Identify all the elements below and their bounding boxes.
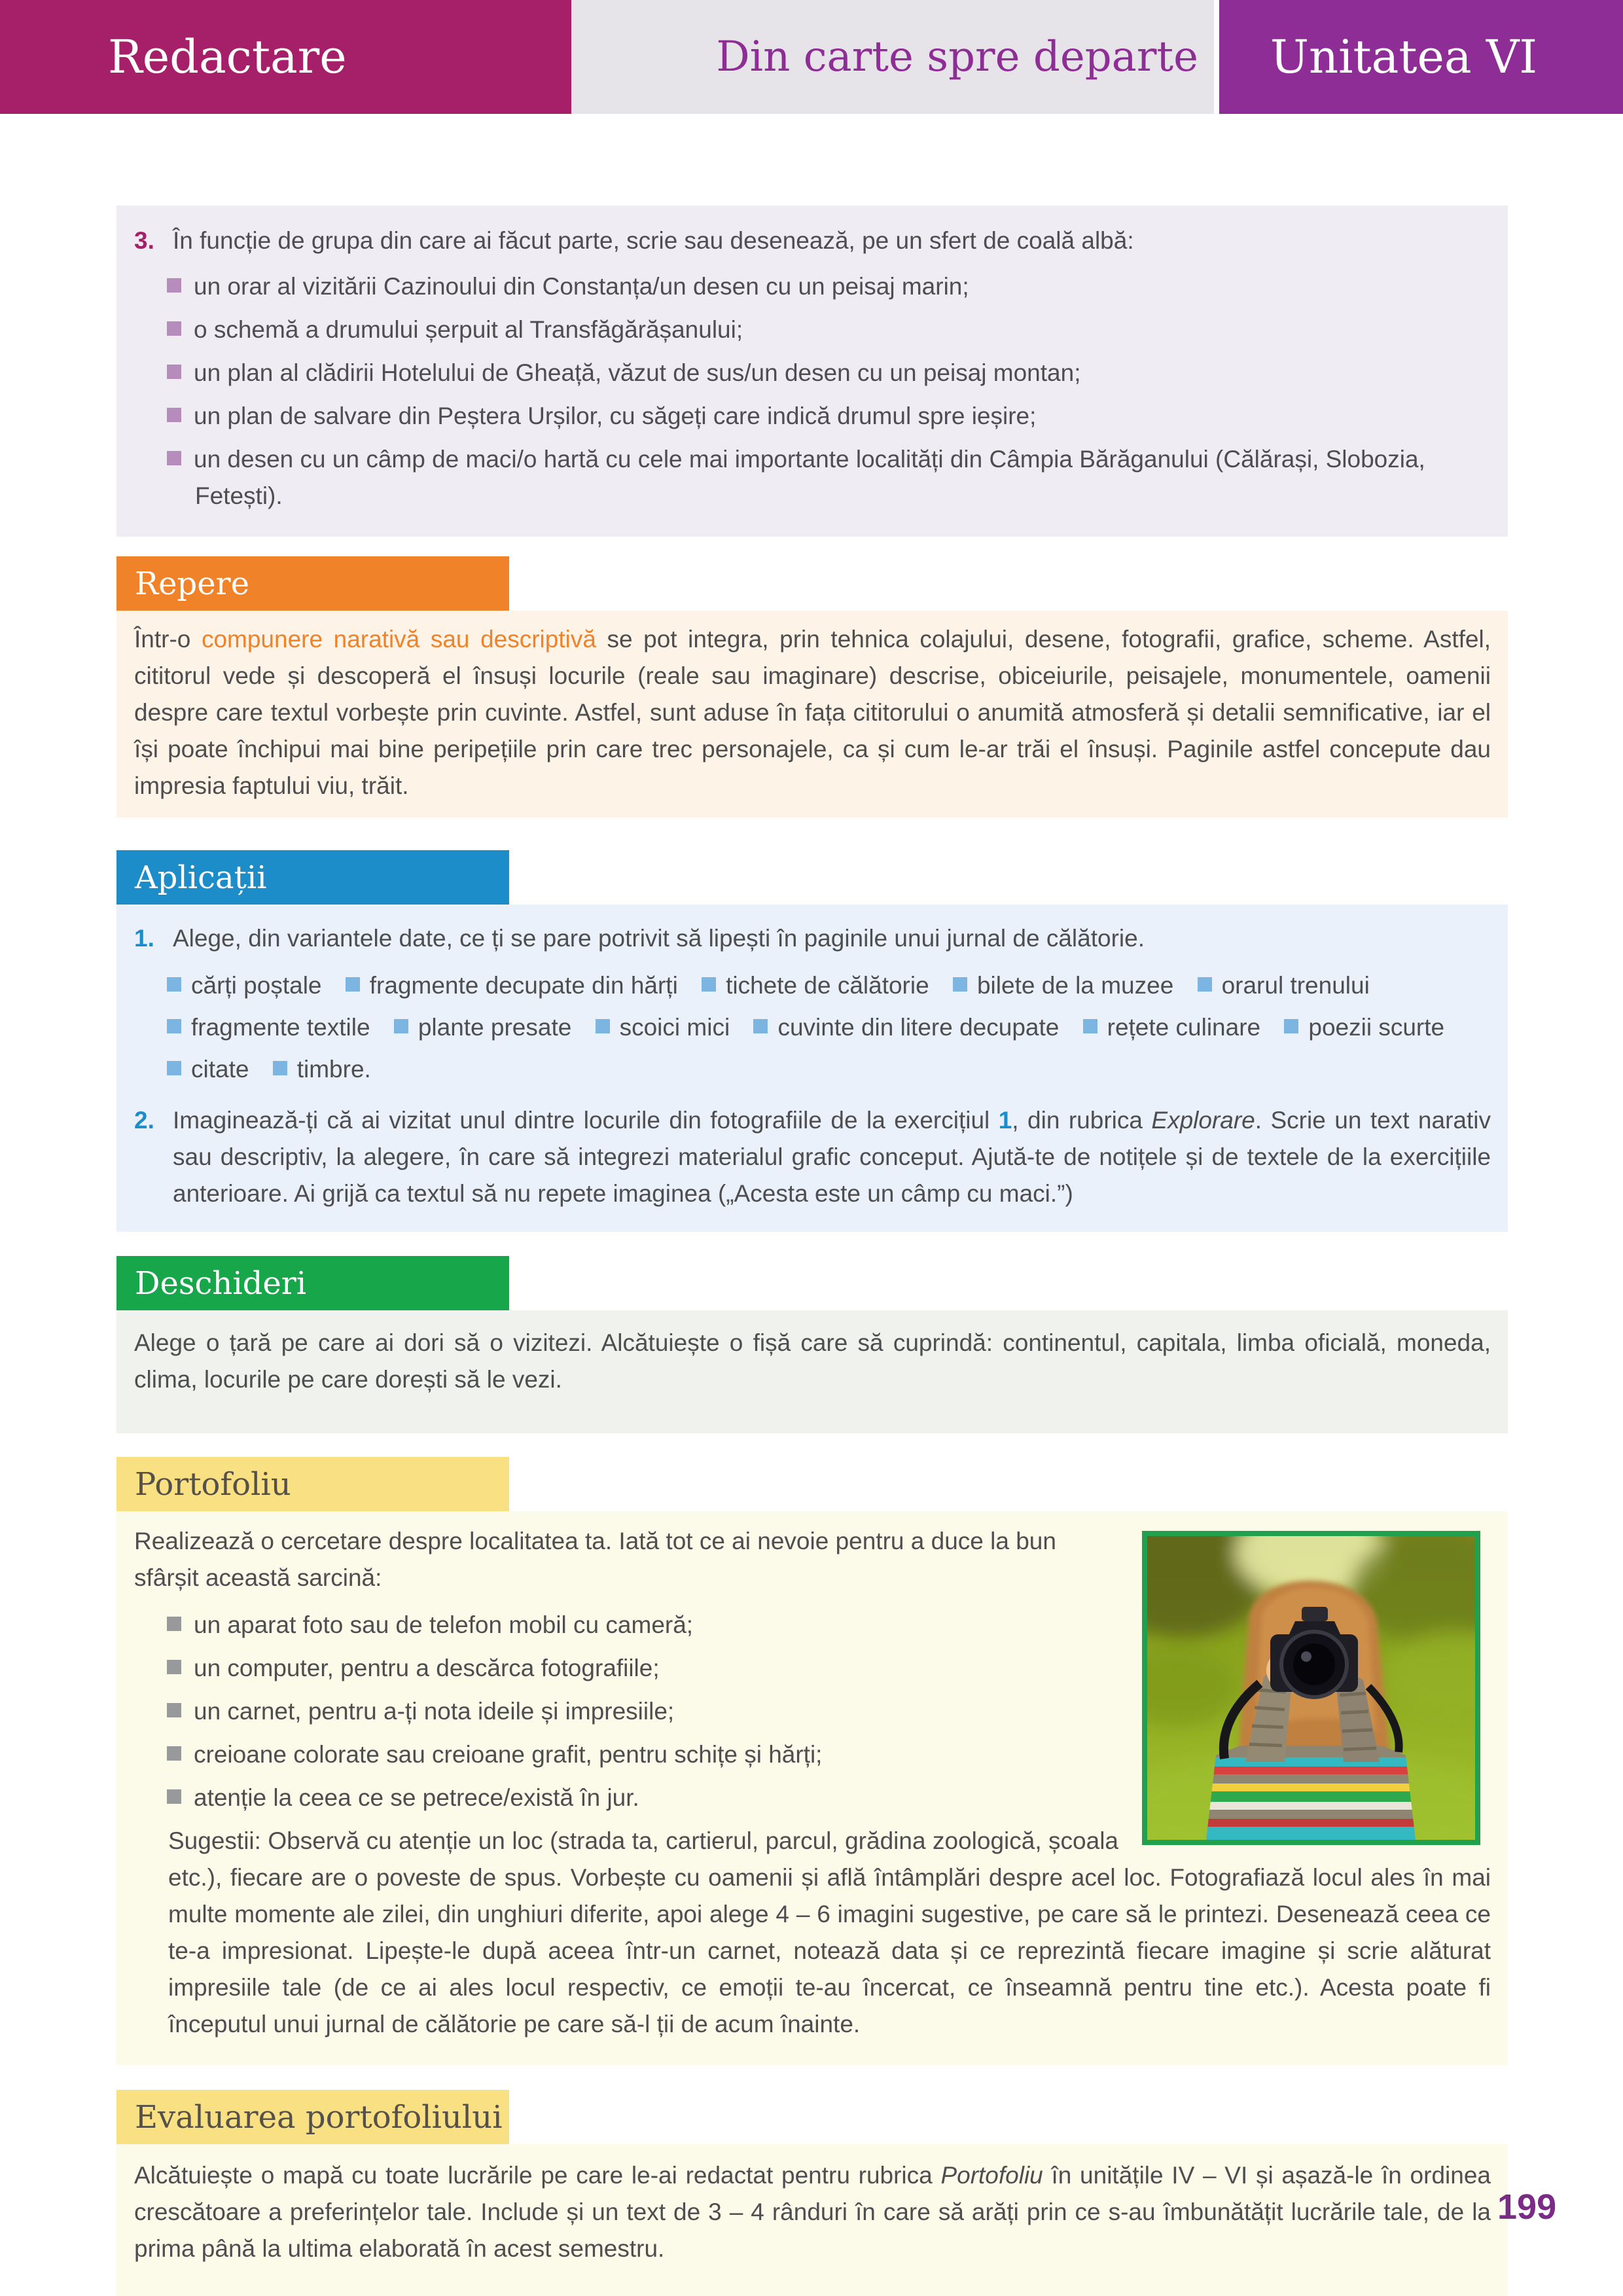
square-bullet-icon	[167, 321, 181, 336]
square-bullet-icon	[167, 278, 181, 293]
square-bullet-icon	[167, 1660, 181, 1674]
square-bullet-icon	[702, 977, 716, 992]
list-item: un computer, pentru a descărca fotografiile;	[167, 1650, 1491, 1687]
repere-highlight: compunere narativă sau descriptivă	[201, 626, 596, 653]
deschideri-body: Alege o țară pe care ai dori să o vizitezi. Alcătuiește o fișă care să cuprindă: continentul, capitala, limba oficială, moneda, clima, locurile pe care dorești să le vezi.	[134, 1329, 1491, 1393]
option-item: cărți poștale	[167, 972, 322, 999]
evaluare-section-header	[116, 2090, 509, 2144]
aplicatii-section-header	[116, 850, 509, 905]
option-item: timbre.	[273, 1056, 371, 1083]
square-bullet-icon	[596, 1019, 610, 1033]
portofoliu-section-header	[116, 1457, 509, 1511]
repere-panel	[116, 611, 1508, 817]
list-item: un plan de salvare din Peștera Urșilor, cu săgeți care indică drumul spre ieșire;	[167, 398, 1482, 435]
photo-girl-with-camera	[1142, 1531, 1480, 1845]
repere-lead: Într-o	[134, 626, 202, 653]
header-lesson-title: Din carte spre departe	[571, 0, 1214, 114]
deschideri-section-header	[116, 1256, 509, 1310]
option-item: bilete de la muzee	[953, 972, 1173, 999]
repere-body: se pot integra, prin tehnica colajului, desene, fotografii, grafice, scheme. Astfel, cititorul vede și descoperă el însuși locurile (reale sau imaginare) descrise, obiceiurile, peisajele, monumentele, oamenii despre care textul vorbește prin cuvinte. Astfel, sunt aduse în fața cititorului o anumită atmosferă și detalii semnificative, iar el își poate închipui mai bine peripețiile prin care trec personajele, ca și cum le-ar trăi el însuși. Paginile astfel concepute dau impresia faptului viu, trăit.	[134, 626, 1491, 799]
square-bullet-icon	[167, 408, 181, 422]
evaluare-title: Evaluarea portofoliului	[135, 2098, 503, 2136]
option-item: tichete de călătorie	[702, 972, 929, 999]
portofoliu-panel	[116, 1511, 1508, 2065]
repere-section-header	[116, 556, 509, 611]
list-item: creioane colorate sau creioane grafit, pentru schițe și hărți;	[167, 1736, 1491, 1773]
list-item: un orar al vizitării Cazinoului din Constanța/un desen cu un peisaj marin;	[167, 268, 1482, 305]
rubric-name-italic: Explorare	[1151, 1107, 1255, 1134]
exercise3-list	[134, 268, 1482, 514]
square-bullet-icon	[273, 1061, 287, 1075]
content-column	[116, 206, 1508, 2296]
square-bullet-icon	[167, 451, 181, 465]
square-bullet-icon	[394, 1019, 408, 1033]
option-item: orarul trenului	[1198, 972, 1370, 999]
rubric-name-italic: Portofoliu	[940, 2162, 1043, 2189]
exercise3-number: 3.	[134, 227, 154, 254]
square-bullet-icon	[753, 1019, 768, 1033]
aplicatii-item2-text: Imaginează-ți că ai vizitat unul dintre locurile din fotografiile de la exercițiul 1, din rubrica Explorare. Scrie un text narativ sau descriptiv, la alegere, în care să integrezi materialul grafic conceput. Ajută-te de notițele și de textele de la exercițiile anterioare. Ai grijă ca textul să nu repete imaginea („Acesta este un câmp cu maci.”)	[173, 1107, 1491, 1207]
aplicatii-item1	[134, 920, 1491, 957]
portofoliu-sugestii: Sugestii: Observă cu atenție un loc (strada ta, cartierul, parcul, grădina zoologică, școala etc.), fiecare are o poveste de spus. Vorbește cu oamenii și află întâmplări despre acel loc. Fotografiază locul ales în mai multe momente ale zilei, din unghiuri diferite, apoi alege 4 – 6 imagini sugestive, pe care să le printezi. Desenează ceea ce te-a impresionat. Lipește-le după aceea într-un carnet, notează data și ce reprezintă fiecare imagine și scrie alăturat impresiile tale (de ce ai ales locul respectiv, ce emoții te-au încercat, ce înseamnă pentru tine etc.). Acesta poate fi începutul unui jurnal de călătorie pe care să-l ții de acum înainte.	[168, 1827, 1491, 2037]
list-item: un desen cu un câmp de maci/o hartă cu cele mai importante localități din Câmpia Bărăganului (Călărași, Slobozia, Fetești).	[167, 441, 1482, 514]
list-item: un plan al clădirii Hotelului de Gheață, văzut de sus/un desen cu un peisaj montan;	[167, 355, 1482, 391]
option-item: cuvinte din litere decupate	[753, 1014, 1059, 1041]
square-bullet-icon	[167, 1019, 181, 1033]
square-bullet-icon	[953, 977, 967, 992]
page-number: 199	[1497, 2187, 1557, 2227]
aplicatii-options	[167, 965, 1491, 1090]
page-header	[0, 0, 1623, 114]
aplicatii-item2-number: 2.	[134, 1107, 154, 1134]
square-bullet-icon	[1198, 977, 1212, 992]
option-item: plante presate	[394, 1014, 572, 1041]
repere-title: Repere	[135, 565, 250, 602]
aplicatii-panel	[116, 905, 1508, 1232]
header-divider	[1214, 0, 1219, 114]
square-bullet-icon	[167, 1617, 181, 1631]
exercise-ref: 1	[998, 1107, 1012, 1134]
evaluare-panel: Alcătuiește o mapă cu toate lucrările pe care le-ai redactat pentru rubrica Portofoliu în unitățile IV – VI și așază-le în ordinea crescătoare a preferințelor tale. Include și un text de 3 – 4 rânduri în care să arăți prin ce s-au îmbunătățit lucrările tale, de la prima până la ultima elaborată în acest semestru.	[116, 2144, 1508, 2296]
option-item: rețete culinare	[1083, 1014, 1260, 1041]
option-item: fragmente decupate din hărți	[346, 972, 678, 999]
square-bullet-icon	[346, 977, 360, 992]
exercise3-intro-row	[134, 223, 1482, 259]
header-chapter-label: Redactare	[0, 0, 571, 114]
option-item: poezii scurte	[1284, 1014, 1444, 1041]
exercise3-panel	[116, 206, 1508, 537]
aplicatii-title: Aplicații	[135, 859, 267, 896]
list-item: o schemă a drumului șerpuit al Transfăgărășanului;	[167, 312, 1482, 348]
option-item: scoici mici	[596, 1014, 730, 1041]
option-item: citate	[167, 1056, 249, 1083]
square-bullet-icon	[1083, 1019, 1097, 1033]
square-bullet-icon	[1284, 1019, 1298, 1033]
aplicatii-item1-text: Alege, din variantele date, ce ți se pare potrivit să lipești în paginile unui jurnal de călătorie.	[173, 925, 1145, 952]
square-bullet-icon	[167, 977, 181, 992]
deschideri-title: Deschideri	[135, 1265, 307, 1302]
list-item: un aparat foto sau de telefon mobil cu cameră;	[167, 1607, 1491, 1643]
square-bullet-icon	[167, 1789, 181, 1804]
square-bullet-icon	[167, 1061, 181, 1075]
deschideri-panel	[116, 1310, 1508, 1433]
option-item: fragmente textile	[167, 1014, 370, 1041]
square-bullet-icon	[167, 365, 181, 379]
square-bullet-icon	[167, 1703, 181, 1717]
list-item: un carnet, pentru a-ți nota ideile și impresiile;	[167, 1693, 1491, 1730]
portofoliu-intro: Realizează o cercetare despre localitatea ta. Iată tot ce ai nevoie pentru a duce la bun sfârșit această sarcină:	[134, 1528, 1056, 1591]
exercise3-intro: În funcție de grupa din care ai făcut parte, scrie sau desenează, pe un sfert de coală albă:	[173, 227, 1134, 254]
portofoliu-title: Portofoliu	[135, 1465, 291, 1503]
aplicatii-item2	[134, 1102, 1491, 1212]
header-unit-label: Unitatea VI	[1219, 0, 1623, 114]
aplicatii-item1-number: 1.	[134, 925, 154, 952]
photo-illustration	[1147, 1536, 1475, 1840]
list-item: atenție la ceea ce se petrece/există în jur.	[167, 1780, 1491, 1816]
square-bullet-icon	[167, 1746, 181, 1761]
